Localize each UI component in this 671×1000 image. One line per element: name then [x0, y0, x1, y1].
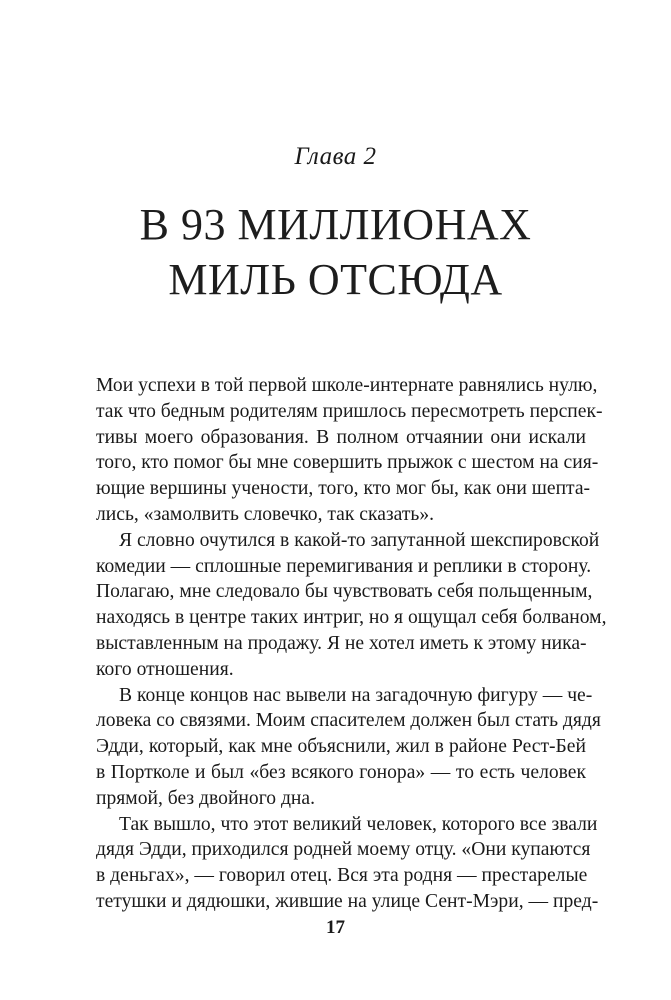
text-line: того, кто помог бы мне совершить прыжок с шестом на сия- [96, 452, 599, 474]
text-line: В конце концов нас вывели на загадочную фигуру — че- [119, 684, 593, 706]
text-line: тетушки и дядюшки, жившие на улице Сент-Мэри, — пред- [96, 890, 599, 912]
text-line: тивы моего образования. В полном отчаянии они искали [96, 426, 586, 448]
text-line: лись, «замолвить словечко, так сказать». [96, 503, 435, 525]
text-line: в деньгах», — говорил отец. Вся эта родня — престарелые [96, 865, 588, 887]
paragraph [96, 373, 603, 528]
text-line: прямой, без двойного дна. [96, 787, 316, 809]
text-line: Эдди, который, как мне объяснили, жил в районе Рест-Бей [96, 736, 586, 758]
chapter-title-line: МИЛЬ ОТСЮДА [168, 255, 503, 304]
text-line: находясь в центре таких интриг, но я ощущал себя болваном, [96, 607, 607, 629]
paragraph [96, 528, 607, 683]
text-line: ловека со связями. Моим спасителем должен был стать дядя [96, 710, 601, 732]
text-line: Так вышло, что этот великий человек, которого все звали [119, 813, 598, 835]
chapter-title-line: В 93 МИЛЛИОНАХ [139, 200, 532, 249]
text-line: комедии — сплошные перемигивания и реплики в сторону. [96, 555, 592, 577]
text-line: Полагаю, мне следовало бы чувствовать себя польщенным, [96, 581, 593, 603]
paragraph [96, 683, 601, 812]
text-line: кого отношения. [96, 658, 234, 680]
chapter-title [0, 197, 671, 307]
paragraph [96, 812, 599, 915]
text-line: так что бедным родителям пришлось пересмотреть перспек- [96, 400, 603, 422]
text-line: дядя Эдди, приходился родней моему отцу. «Они купаются [96, 839, 591, 861]
chapter-label: Глава 2 [294, 143, 377, 170]
text-line: выставленным на продажу. Я не хотел иметь к этому ника- [96, 632, 587, 654]
text-line: Мои успехи в той первой школе-интернате равнялись нулю, [96, 375, 598, 396]
body-text [96, 373, 607, 915]
text-line: в Портколе и был «без всякого гонора» — то есть человек [96, 761, 586, 783]
text-line: ющие вершины учености, того, кто мог бы, как они шепта- [96, 478, 591, 500]
page-number: 17 [326, 917, 345, 938]
text-line: Я словно очутился в какой-то запутанной шекспировской [119, 529, 600, 551]
